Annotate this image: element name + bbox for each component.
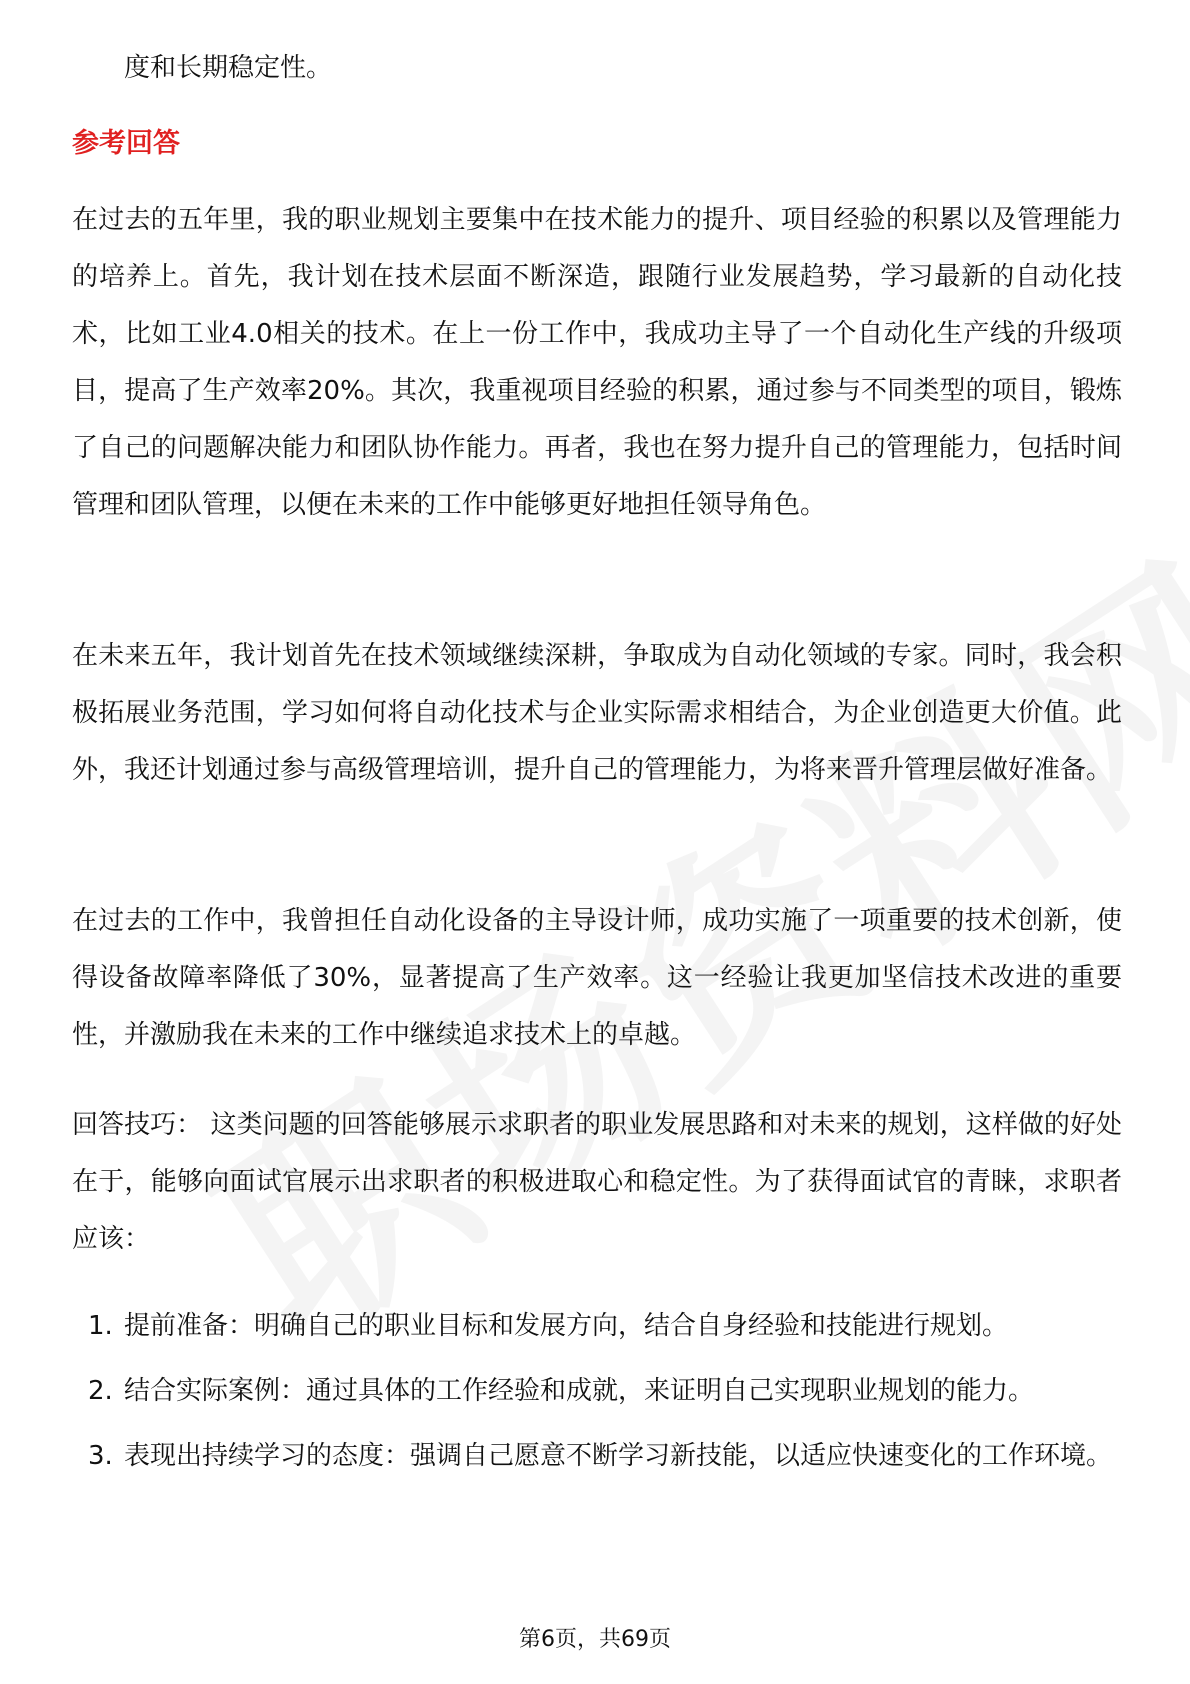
list-item (72, 1363, 1122, 1420)
paragraph-past-plan: 在过去的五年里，我的职业规划主要集中在技术能力的提升、项目经验的积累以及管理能力的培养上。首先，我计划在技术层面不断深造，跟随行业发展趋势，学习最新的自动化技术，比如工业4.0相关的技术。在上一份工作中，我成功主导了一个自动化生产线的升级项目，提高了生产效率20%。其次，我重视项目经验的积累，通过参与不同类型的项目，锻炼了自己的问题解决能力和团队协作能力。再者，我也在努力提升自己的管理能力，包括时间管理和团队管理，以便在未来的工作中能够更好地担任领导角色。 (72, 205, 1122, 520)
list-item-text: 提前准备：明确自己的职业目标和发展方向，结合自身经验和技能进行规划。 (124, 1311, 1009, 1341)
list-item-number: 3. (88, 1441, 113, 1471)
section-title: 参考回答 (72, 128, 180, 159)
paragraph-answer-tips: 回答技巧： 这类问题的回答能够展示求职者的职业发展思路和对未来的规划，这样做的好处在于，能够向面试官展示出求职者的积极进取心和稳定性。为了获得面试官的青睐，求职者应该： (72, 1110, 1122, 1254)
list-item-number: 2. (88, 1376, 113, 1406)
list-item (72, 1428, 1122, 1485)
continuation-text: 度和长期稳定性。 (124, 53, 333, 83)
paragraph-future-plan: 在未来五年，我计划首先在技术领域继续深耕，争取成为自动化领域的专家。同时，我会积极拓展业务范围，学习如何将自动化技术与企业实际需求相结合，为企业创造更大价值。此外，我还计划通过参与高级管理培训，提升自己的管理能力，为将来晋升管理层做好准备。 (72, 641, 1122, 785)
paragraph-past-work: 在过去的工作中，我曾担任自动化设备的主导设计师，成功实施了一项重要的技术创新，使得设备故障率降低了30%，显著提高了生产效率。这一经验让我更加坚信技术改进的重要性，并激励我在未来的工作中继续追求技术上的卓越。 (72, 906, 1122, 1050)
list-item-number: 1. (88, 1311, 113, 1341)
tips-list (72, 1298, 1122, 1493)
page-footer: 第6页，共69页 (519, 1627, 671, 1652)
list-item-text: 表现出持续学习的态度：强调自己愿意不断学习新技能，以适应快速变化的工作环境。 (124, 1441, 1113, 1471)
list-item (72, 1298, 1122, 1355)
list-item-text: 结合实际案例：通过具体的工作经验和成就，来证明自己实现职业规划的能力。 (124, 1376, 1035, 1406)
